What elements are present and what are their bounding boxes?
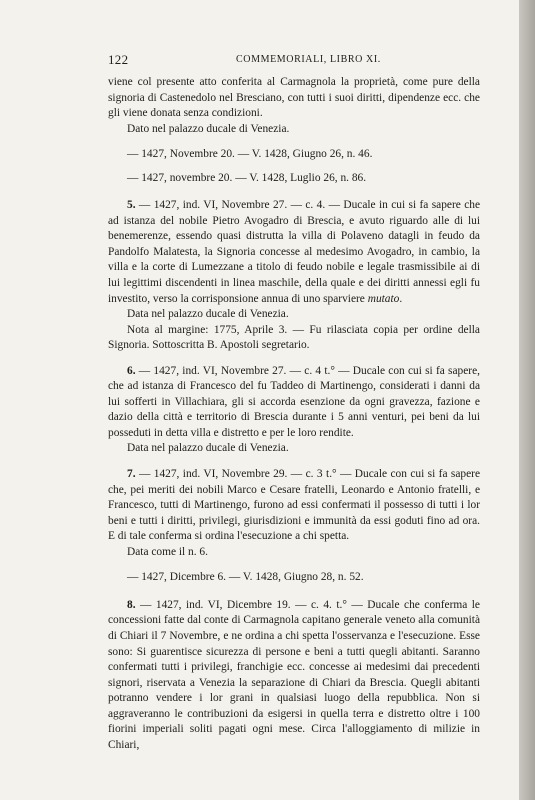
entry-6 [108,364,480,442]
entry-number: 6. [127,364,136,377]
cross-reference: — 1427, Novembre 20. — V. 1428, Giugno 26, n. 46. [127,148,373,161]
entry-text: — 1427, ind. VI, Novembre 29. — c. 3 t.° — Ducale con cui si fa sapere che, pei meriti dei nobili Marco e Cesare fratelli, Leonardo e Antonio fratelli, e Francesco, tutti di Martinengo, furono ad essi confermati il possesso di tutti i lor beni e tutti i diritti, privilegi, giurisdizioni e immunità da essi goduti fino ad ora. E di tale conferma si ordina l'esecuzione a chi spetta. [108,468,480,543]
page-number: 122 [108,52,129,67]
cross-reference: — 1427, Dicembre 6. — V. 1428, Giugno 28, n. 52. [127,571,364,584]
entry-8 [108,598,480,753]
dato-line: Data come il n. 6. [127,545,208,558]
page-body [108,75,480,753]
entry-7 [108,467,480,545]
dato-line: Data nel palazzo ducale di Venezia. [127,442,289,455]
margin-note: Nota al margine: 1775, Aprile 3. — Fu rilasciata copia per ordine della Signoria. Sottoscritta B. Apostoli segretario. [108,323,480,352]
dato-line: Dato nel palazzo ducale di Venezia. [127,122,290,135]
entry-number: 7. [127,468,136,481]
page-edge [519,0,535,800]
entry-italic: mutato [367,292,400,305]
running-title: COMMEMORIALI, LIBRO XI. [236,54,381,65]
paragraph-continuation: viene col presente atto conferita al Carmagnola la proprietà, come pure della signoria di Castenedolo nel Bresciano, con tutti i suoi diritti, dipendenze ecc. che gli viene donata senza condizioni. [108,76,480,120]
entry-5 [108,198,480,307]
entry-text: — 1427, ind. VI, Novembre 27. — c. 4. — Ducale in cui si fa sapere che ad istanza del nobile Pietro Avogadro di Brescia, e avuto riguardo alle di lui benemerenze, essendo quasi distrutta la villa di Polaveno datagli in feudo da Pandolfo Malatesta, la Signoria concesse al medesimo Avogadro, in cambio, la villa e la corte di Lumezzane a titolo di feudo nobile e legale trasmissibile ai di lui legittimi discendenti in linea maschile, della quale e dei diritti annessi egli fu investito, verso la corrisponsione annua di uno sparviere [108,199,480,305]
entry-number: 5. [127,199,136,212]
entry-number: 8. [127,598,136,611]
page-header [108,52,488,68]
entry-text: — 1427, ind. VI, Dicembre 19. — c. 4. t.° — Ducale che conferma le concessioni fatte dal conte di Carmagnola capitano generale veneto alla comunità di Chiari il 7 Novembre, e ne ordina a chi spetta l'osservanza e l'esecuzione. Esse sono: Si guarentisce sicurezza di persone e beni a tutti quegli abitanti. Saranno confermati tutti i privilegi, franchigie ecc. concesse ai medesimi dai precedenti signori, riservata a Venezia la separazione di Chiari da Brescia. Quegli abitanti potranno vendere i lor grani in qualsiasi luogo della repubblica. Non si aggraveranno le contribuzioni da esigersi in quella terra e distretto oltre i 100 fiorini imperiali soliti pagati ogni mese. Circa l'alloggiamento di milizie in Chiari, [108,598,480,751]
cross-reference: — 1427, novembre 20. — V. 1428, Luglio 26, n. 86. [127,171,367,184]
dato-line: Data nel palazzo ducale di Venezia. [127,308,289,321]
entry-text: — 1427, ind. VI, Novembre 27. — c. 4 t.° — Ducale con cui si fa sapere, che ad istanza di Francesco del fu Taddeo di Martinengo, considerati i danni da lui sofferti in Villachiara, gli si accorda esenzione da ogni gravezza, fazione e dazio della città e territorio di Brescia durante i 5 anni venturi, pei beni da lui posseduti in detta villa e distretto e per le loro rendite. [108,364,480,439]
entry-text-end: . [399,292,403,305]
